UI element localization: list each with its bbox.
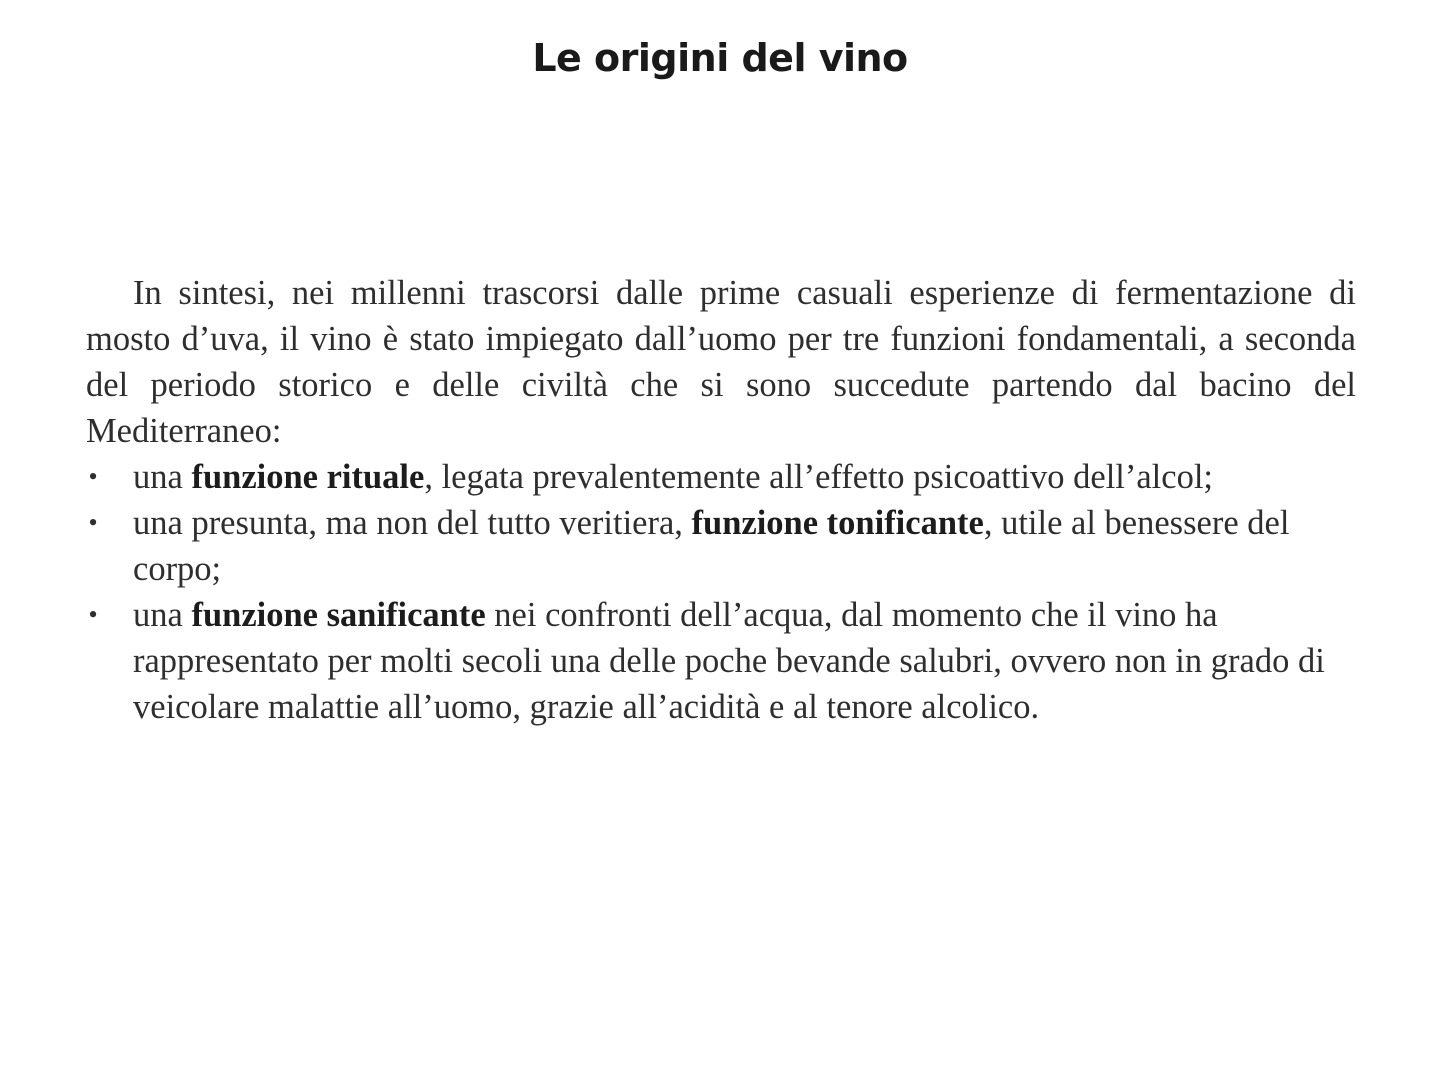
- item-text-after: , utile al benessere del corpo;: [133, 504, 1290, 588]
- bullet-icon: •: [88, 462, 98, 491]
- item-bold-term: funzione sanificante: [191, 596, 486, 634]
- item-text-before: una presunta, ma non del tutto veritiera,: [133, 504, 692, 542]
- intro-paragraph: In sintesi, nei millenni trascorsi dalle prime casuali esperienze di fermentazione di mosto d’uva, il vino è stato impiegato dall’uomo per tre funzioni fondamentali, a seconda del periodo storico e delle civiltà che si sono succedute partendo dal bacino del Mediterraneo:: [86, 274, 1356, 450]
- bullet-icon: •: [88, 508, 98, 537]
- item-bold-term: funzione rituale: [191, 458, 425, 496]
- item-text-after: nei confronti dell’acqua, dal momento che il vino ha rappresentato per molti secoli una delle poche bevande salubri, ovvero non in grado di veicolare malattie all’uomo, grazie all’acidità e al tenore alcolico.: [133, 596, 1325, 726]
- bullet-icon: •: [88, 600, 98, 629]
- slide-title: Le origini del vino: [532, 36, 908, 80]
- item-text-before: una: [133, 458, 192, 496]
- item-text-after: , legata prevalentemente all’effetto psicoattivo dell’alcol;: [424, 458, 1213, 496]
- functions-list: [86, 454, 1356, 730]
- list-item-funzione-rituale: [86, 454, 1356, 500]
- item-bold-term: funzione tonificante: [691, 504, 984, 542]
- item-text-before: una: [133, 596, 192, 634]
- list-item-funzione-sanificante: [86, 592, 1356, 730]
- slide-body: [86, 270, 1356, 730]
- list-item-funzione-tonificante: [86, 500, 1356, 592]
